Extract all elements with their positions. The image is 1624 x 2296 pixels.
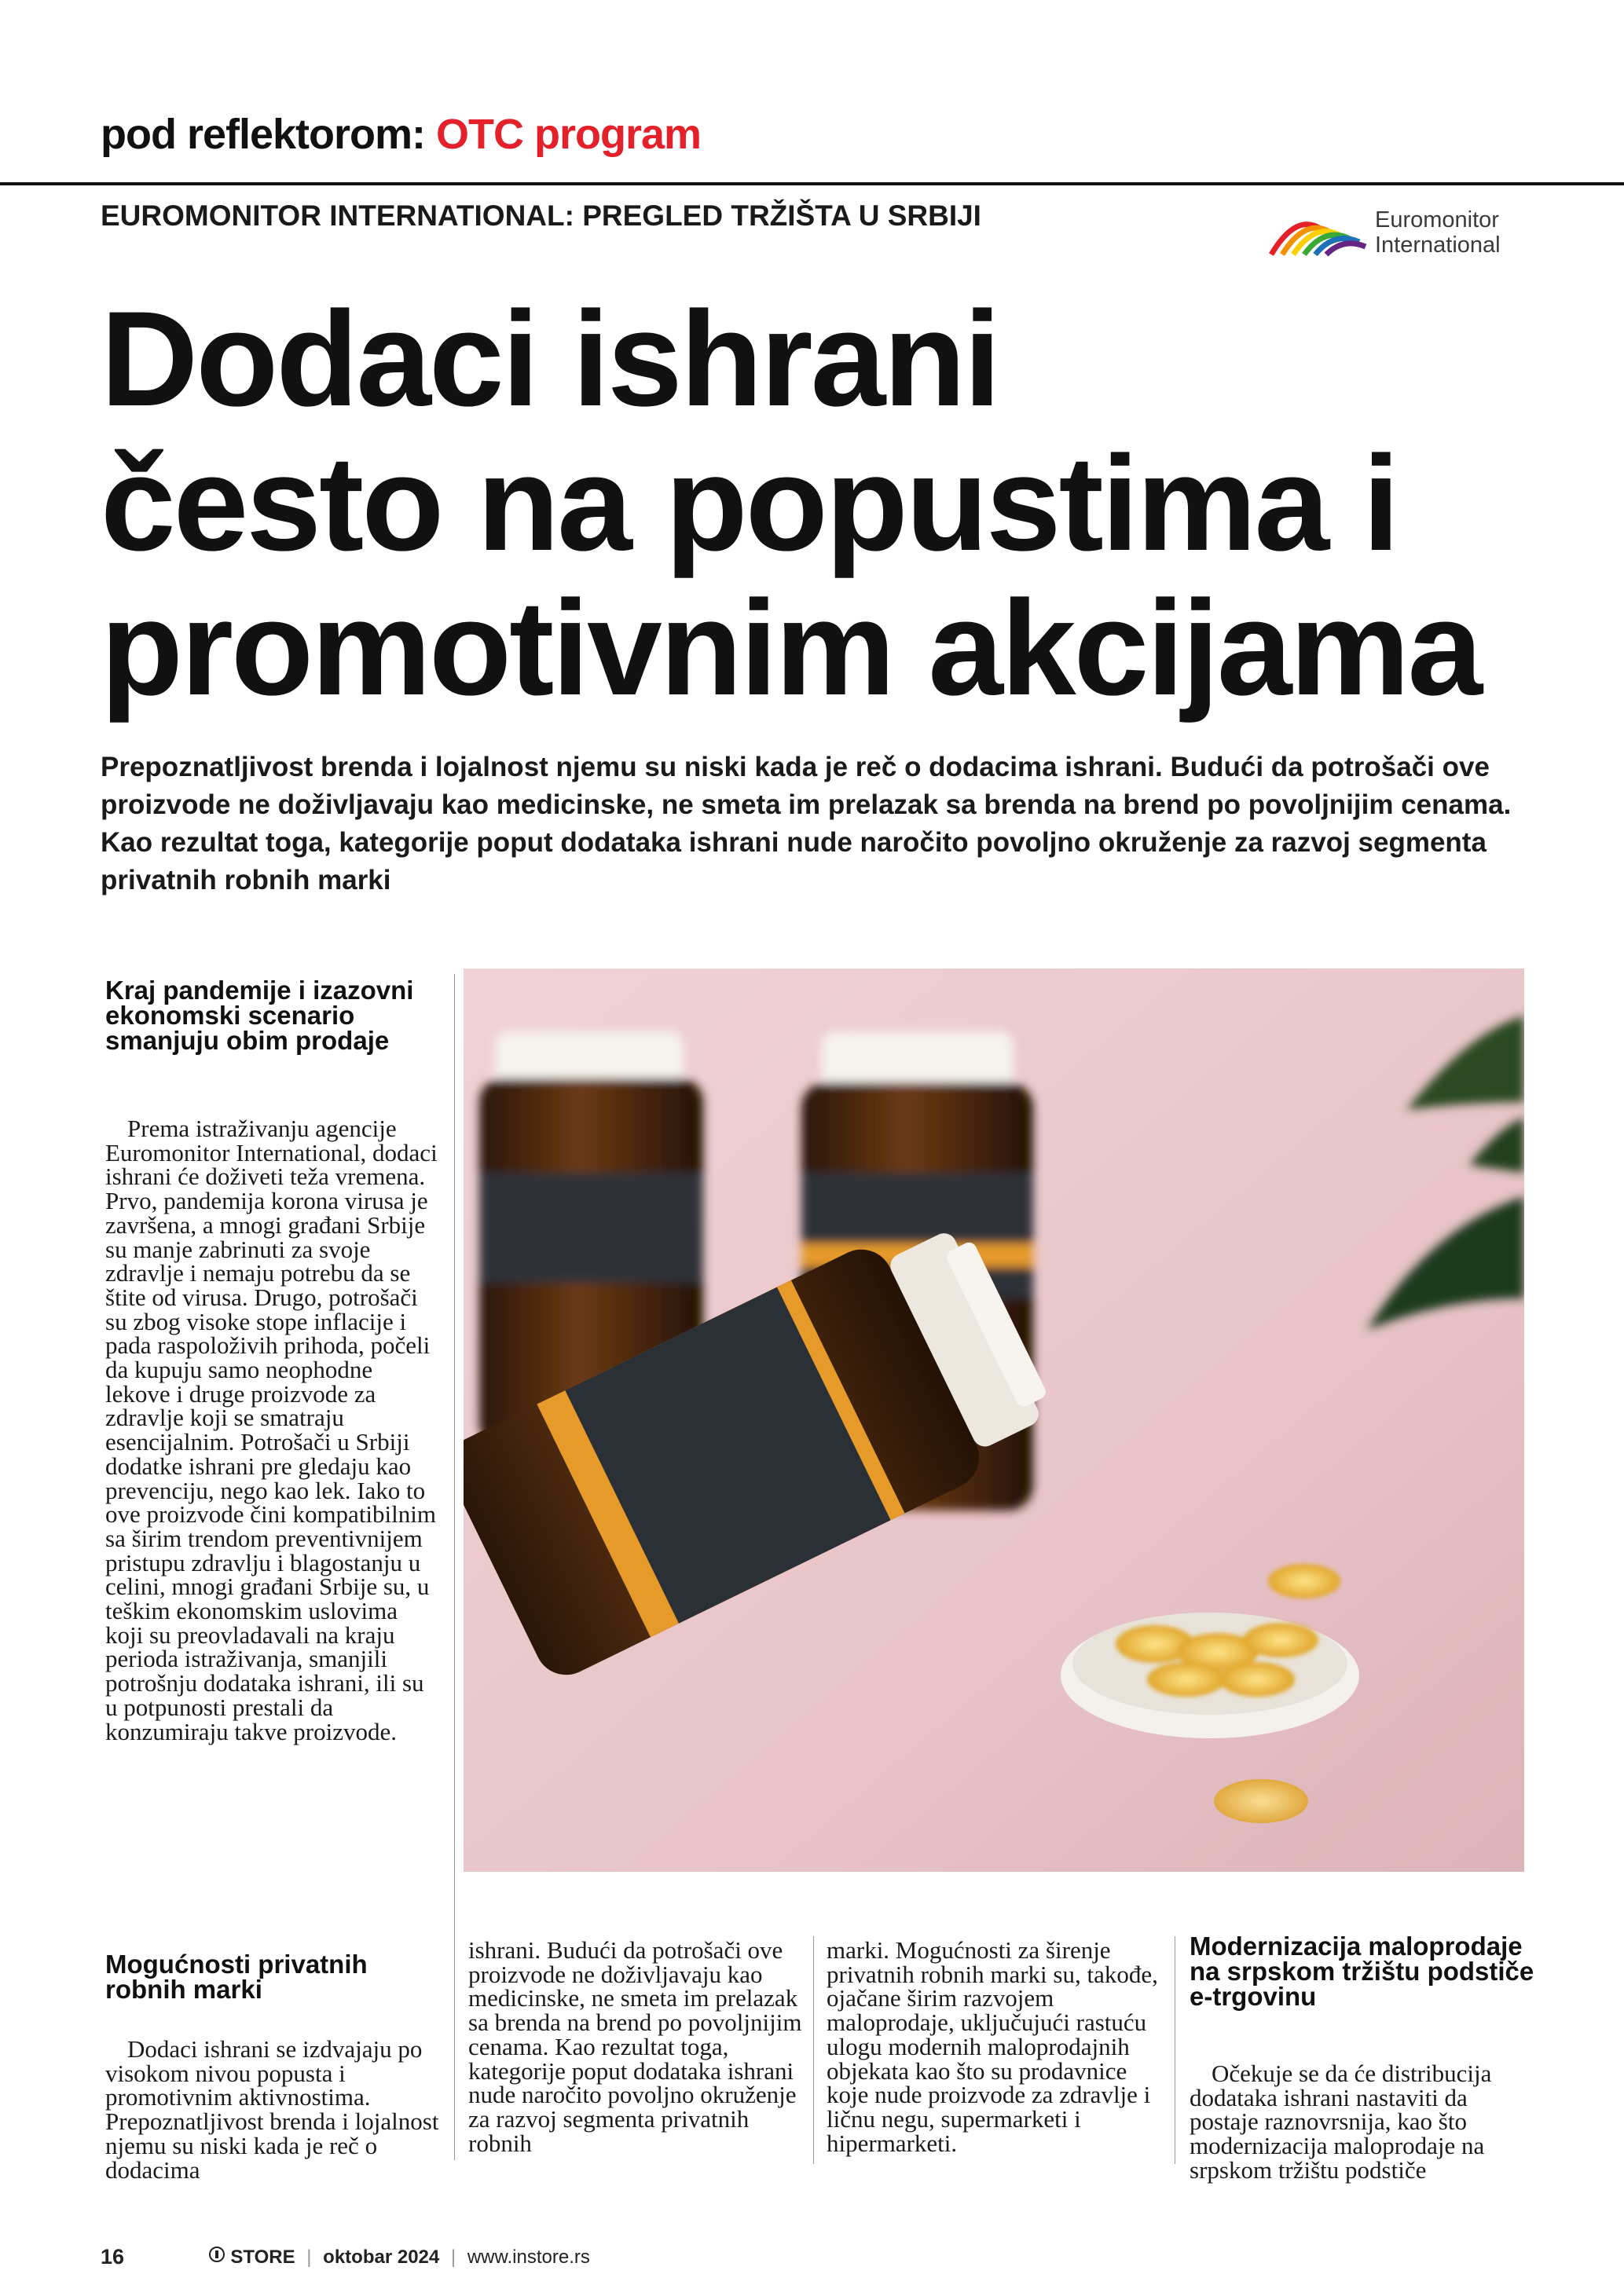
article-body-1 (105, 1117, 439, 1744)
article-body-3 (1190, 2062, 1527, 2183)
section-name: OTC program (436, 111, 702, 158)
lede: Prepoznatljivost brenda i lojalnost njemu su niski kada je reč o dodacima ishrani. Budući da potrošači ove proizvode ne doživljavaju kao medicinske, ne smeta im prelazak sa brenda na brend po povoljnijim cenama. Kao rezultat toga, kategorije poput dodataka ishrani nude naročito povoljno okruženje za razvoj segmenta privatnih robnih marki (101, 752, 1512, 895)
euromonitor-logo (1265, 206, 1532, 265)
product-photo (464, 969, 1524, 1872)
section-heading-2: Mogućnosti privatnih robnih marki (105, 1950, 368, 2004)
store-logo-icon (208, 2246, 225, 2269)
column-divider (454, 974, 455, 2160)
column-divider (813, 1936, 814, 2164)
article-body-2a (105, 2035, 439, 2184)
page-number: 16 (101, 2245, 125, 2269)
kicker: EUROMONITOR INTERNATIONAL: PREGLED TRŽIŠTA U SRBIJI (101, 200, 981, 232)
footer-separator: | (450, 2246, 456, 2268)
rainbow-arcs-icon (1265, 206, 1367, 261)
paragraph: marki. Mogućnosti za širenje privatnih robnih marki su, takođe, ojačane širim razvojem maloprodaje, uključujući rastuću ulogu modernih maloprodajnih objekata kao što su prodavnice koje nude proizvode za zdravlje i ličnu negu, supermarketi i hipermarketi. (827, 1936, 1158, 2157)
headline (101, 284, 1562, 723)
section-prefix: pod reflektorom: (101, 111, 426, 158)
logo-text (1375, 207, 1501, 258)
section-heading-3: Modernizacija maloprodaje na srpskom tržištu podstiče e-trgovinu (1190, 1932, 1534, 2011)
section-heading-1: Kraj pandemije i izazovni ekonomski scenario smanjuju obim prodaje (105, 976, 414, 1055)
website-link[interactable]: www.instore.rs (467, 2246, 590, 2268)
article-body-2b (468, 1936, 808, 2157)
paragraph: Očekuje se da će distribucija dodataka ishrani nastaviti da postaje raznovrsnija, kao što modernizacija maloprodaje na srpskom tržištu podstiče (1190, 2060, 1492, 2184)
footer-separator: | (306, 2246, 312, 2268)
headline-line-3: promotivnim akcijama (101, 573, 1481, 723)
logo-line-2: International (1375, 233, 1501, 258)
article-body-2c (827, 1936, 1166, 2157)
store-brand: STORE (230, 2246, 295, 2268)
supplement-bottles-photo (464, 969, 1524, 1872)
paragraph: ishrani. Budući da potrošači ove proizvode ne doživljavaju kao medicinske, ne smeta im prelazak sa brenda na brend po povoljnijim cenama. Kao rezultat toga, kategorije poput dodataka ishrani nude naročito povoljno okruženje za razvoj segmenta privatnih robnih (468, 1936, 802, 2157)
headline-line-1: Dodaci ishrani (101, 284, 999, 434)
paragraph: Prema istraživanju agencije Euromonitor International, dodaci ishrani će doživeti teža vremena. Prvo, pandemija korona virusa je završena, a mnogi građani Srbije su manje zabrinuti za svoje zdravlje i nemaju potrebu da se štite od virusa. Drugo, potrošači su zbog visoke stope inflacije i pada raspoloživih prihoda, počeli da kupuju samo neophodne lekove i druge proizvode za zdravlje koji se smatraju esencijalnim. Potrošači u Srbiji dodatke ishrani pre gledaju kao prevenciju, nego kao lek. Iako to ove proizvode čini kompatibilnim sa širim trendom preventivnijem pristupu zdravlju i blagostanju u celini, mnogi građani Srbije su, u teškim ekonomskim uslovima koji su preovladavali na kraju perioda istraživanja, smanjili potrošnju dodataka ishrani, ili su u potpunosti prestali da konzumiraju takve proizvode. (105, 1115, 438, 1745)
section-label (101, 110, 701, 159)
page-footer (101, 2245, 590, 2276)
issue-date: oktobar 2024 (323, 2246, 440, 2268)
header-rule (0, 182, 1624, 185)
paragraph: Dodaci ishrani se izdvajaju po visokom nivou popusta i promotivnim aktivnostima. Prepoznatljivost brenda i lojalnost njemu su niski kada je reč o dodacima (105, 2035, 439, 2184)
logo-line-1: Euromonitor (1375, 207, 1499, 233)
headline-line-2: često na popustima i (101, 428, 1398, 579)
